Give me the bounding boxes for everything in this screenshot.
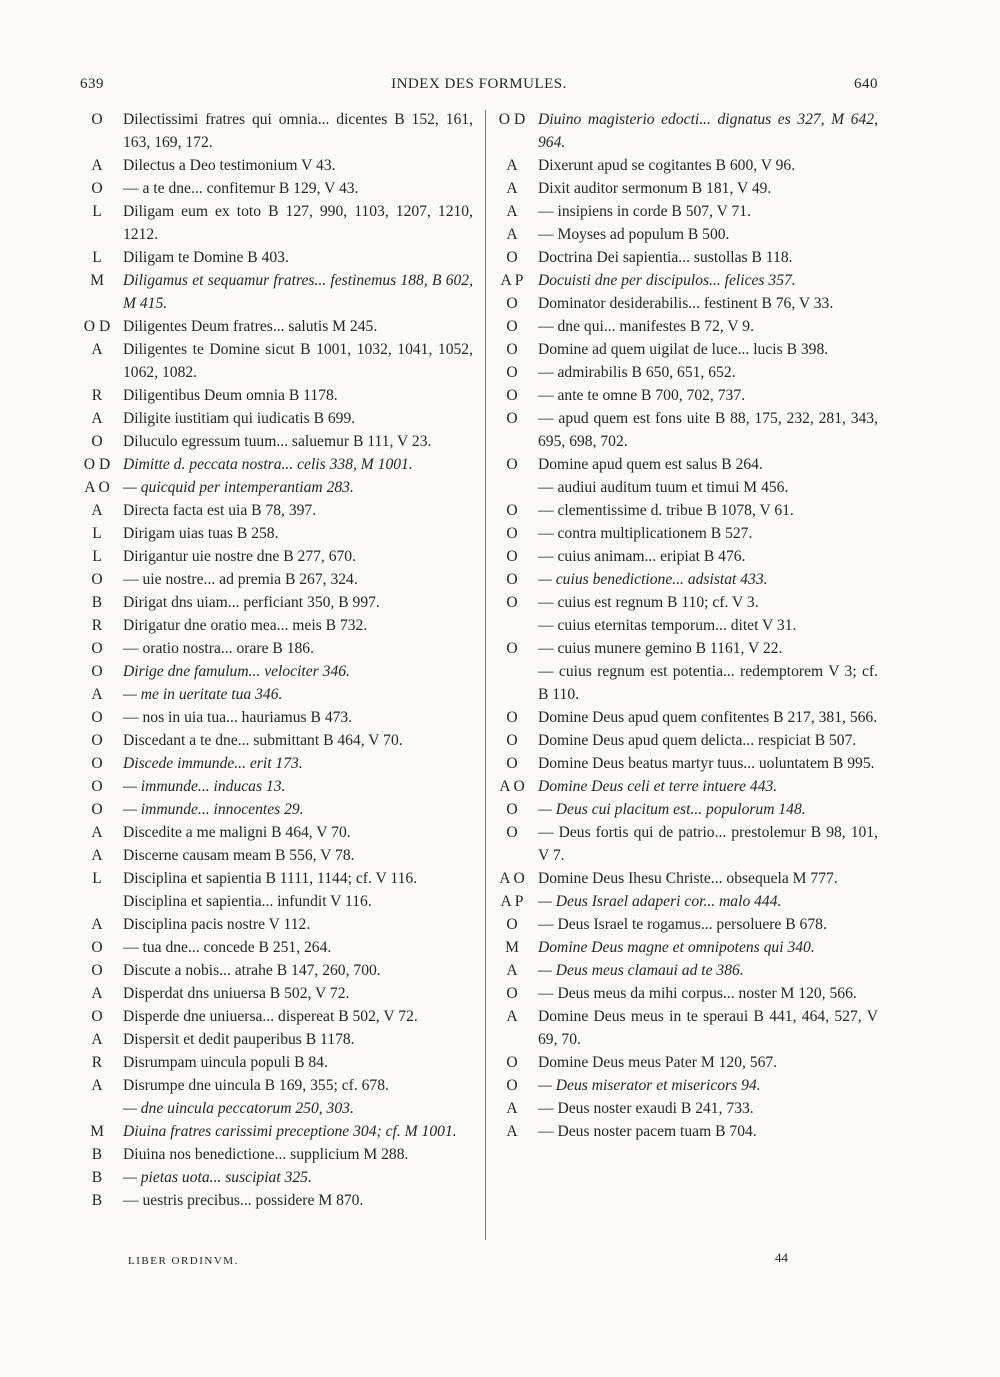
entry-tag: A xyxy=(91,1031,103,1048)
index-entry xyxy=(493,936,878,959)
index-entry xyxy=(493,614,878,637)
entry-tag: A O xyxy=(499,778,525,795)
index-entry xyxy=(493,1074,878,1097)
index-entry xyxy=(493,982,878,1005)
index-entry xyxy=(493,660,878,706)
index-entry xyxy=(78,1005,473,1028)
entry-text: Disciplina pacis nostre V 112. xyxy=(123,916,311,933)
entry-tag: A xyxy=(506,203,518,220)
index-entry xyxy=(78,1120,473,1143)
entry-tag: O xyxy=(506,502,518,519)
index-entry xyxy=(78,407,473,430)
index-entry xyxy=(78,591,473,614)
index-entry xyxy=(493,890,878,913)
page-header xyxy=(80,76,878,98)
index-entry xyxy=(78,476,473,499)
entry-text: — contra multiplicationem B 527. xyxy=(538,525,753,542)
entry-tag: M xyxy=(505,939,519,956)
entry-tag: A xyxy=(91,157,103,174)
index-entry xyxy=(78,453,473,476)
column-divider xyxy=(485,110,486,1240)
entry-text: Domine Deus magne et omnipotens qui 340. xyxy=(538,939,815,956)
index-entry xyxy=(493,361,878,384)
left-column xyxy=(78,108,473,1212)
index-entry xyxy=(78,1097,473,1120)
left-page-number: 639 xyxy=(80,76,104,92)
index-entry xyxy=(493,1005,878,1051)
entry-text: Discerne causam meam B 556, V 78. xyxy=(123,847,355,864)
entry-tag: O xyxy=(91,433,103,450)
index-entry xyxy=(78,1143,473,1166)
entry-text: — cuius animam... eripiat B 476. xyxy=(538,548,746,565)
entry-text: Diligamus et sequamur fratres... festinemus 188, B 602, M 415. xyxy=(123,272,473,312)
entry-text: Domine Deus Ihesu Christe... obsequela M 777. xyxy=(538,870,838,887)
entry-text: Dispersit et dedit pauperibus B 1178. xyxy=(123,1031,355,1048)
entry-text: — clementissime d. tribue B 1078, V 61. xyxy=(538,502,794,519)
entry-tag: O xyxy=(506,755,518,772)
entry-tag: M xyxy=(90,272,104,289)
entry-text: Disrumpam uincula populi B 84. xyxy=(123,1054,328,1071)
entry-text: — insipiens in corde B 507, V 71. xyxy=(538,203,751,220)
index-entry xyxy=(493,108,878,154)
entry-text: Dirigat dns uiam... perficiant 350, B 997. xyxy=(123,594,380,611)
entry-tag: B xyxy=(91,1192,103,1209)
entry-tag: O D xyxy=(83,318,111,335)
entry-tag: O xyxy=(91,755,103,772)
entry-text: Domine Deus beatus martyr tuus... uoluntatem B 995. xyxy=(538,755,875,772)
entry-tag: O xyxy=(506,456,518,473)
entry-text: — Deus noster exaudi B 241, 733. xyxy=(538,1100,754,1117)
entry-tag: A O xyxy=(499,870,525,887)
entry-tag: L xyxy=(92,548,102,565)
index-entry xyxy=(493,476,878,499)
entry-tag: L xyxy=(92,203,102,220)
entry-tag: L xyxy=(92,249,102,266)
entry-tag: A xyxy=(91,1077,103,1094)
right-page-number: 640 xyxy=(854,76,878,92)
running-title: INDEX DES FORMULES. xyxy=(391,76,567,92)
index-entry xyxy=(78,1028,473,1051)
index-entry xyxy=(78,499,473,522)
entry-text: Diligentes te Domine sicut B 1001, 1032, 1041, 1052, 1062, 1082. xyxy=(123,341,473,381)
index-entry xyxy=(78,890,473,913)
entry-tag: O xyxy=(506,249,518,266)
entry-text: Domine Deus apud quem confitentes B 217, 381, 566. xyxy=(538,709,878,726)
entry-tag: A xyxy=(506,157,518,174)
entry-text: — immunde... inducas 13. xyxy=(123,778,286,795)
index-entry xyxy=(493,338,878,361)
index-entry xyxy=(493,315,878,338)
index-entry xyxy=(493,798,878,821)
entry-text: Disperde dne uniuersa... dispereat B 502, V 72. xyxy=(123,1008,418,1025)
index-entry xyxy=(493,223,878,246)
entry-text: — Moyses ad populum B 500. xyxy=(538,226,730,243)
index-entry xyxy=(493,1097,878,1120)
entry-text: — nos in uia tua... hauriamus B 473. xyxy=(123,709,353,726)
index-entry xyxy=(493,177,878,200)
entry-text: — uie nostre... ad premia B 267, 324. xyxy=(123,571,358,588)
index-entry xyxy=(78,108,473,154)
entry-tag: B xyxy=(91,1146,103,1163)
index-entry xyxy=(78,269,473,315)
entry-text: Disperdat dns uniuersa B 502, V 72. xyxy=(123,985,350,1002)
index-entry xyxy=(493,637,878,660)
entry-text: — dne uincula peccatorum 250, 303. xyxy=(123,1100,354,1117)
entry-text: Dilectus a Deo testimonium V 43. xyxy=(123,157,336,174)
entry-text: — pietas uota... suscipiat 325. xyxy=(123,1169,312,1186)
index-entry xyxy=(78,614,473,637)
entry-text: — ante te omne B 700, 702, 737. xyxy=(538,387,746,404)
index-entry xyxy=(78,430,473,453)
index-entry xyxy=(78,246,473,269)
index-entry xyxy=(78,775,473,798)
entry-text: — immunde... innocentes 29. xyxy=(123,801,304,818)
entry-text: — cuius benedictione... adsistat 433. xyxy=(538,571,768,588)
index-entry xyxy=(493,591,878,614)
entry-tag: O xyxy=(506,985,518,1002)
entry-tag: O xyxy=(506,916,518,933)
index-entry xyxy=(493,384,878,407)
entry-text: Dirigam uias tuas B 258. xyxy=(123,525,279,542)
entry-text: — oratio nostra... orare B 186. xyxy=(123,640,314,657)
entry-text: Disciplina et sapientia... infundit V 116. xyxy=(123,893,372,910)
entry-tag: A xyxy=(91,502,103,519)
entry-text: — Deus Israel adaperi cor... malo 444. xyxy=(538,893,782,910)
entry-text: Diuino magisterio edocti... dignatus es 327, M 642, 964. xyxy=(538,111,878,151)
entry-text: — apud quem est fons uite B 88, 175, 232, 281, 343, 695, 698, 702. xyxy=(538,410,878,450)
index-entry xyxy=(493,1120,878,1143)
entry-text: Dixerunt apud se cogitantes B 600, V 96. xyxy=(538,157,796,174)
index-entry xyxy=(493,453,878,476)
entry-tag: R xyxy=(91,387,103,404)
index-entry xyxy=(493,775,878,798)
right-column xyxy=(493,108,878,1143)
entry-text: Discede immunde... erit 173. xyxy=(123,755,303,772)
entry-tag: O xyxy=(91,640,103,657)
index-entry xyxy=(78,568,473,591)
entry-text: Docuisti dne per discipulos... felices 357. xyxy=(538,272,796,289)
entry-tag: O xyxy=(506,1077,518,1094)
index-entry xyxy=(78,821,473,844)
entry-text: Dilectissimi fratres qui omnia... dicentes B 152, 161, 163, 169, 172. xyxy=(123,111,473,151)
entry-text: Diligentes Deum fratres... salutis M 245. xyxy=(123,318,378,335)
entry-tag: O xyxy=(506,364,518,381)
entry-tag: O xyxy=(506,295,518,312)
entry-text: — cuius munere gemino B 1161, V 22. xyxy=(538,640,783,657)
index-entry xyxy=(78,315,473,338)
index-entry xyxy=(78,1189,473,1212)
entry-text: Dominator desiderabilis... festinent B 76, V 33. xyxy=(538,295,834,312)
entry-tag: B xyxy=(91,594,103,611)
index-entry xyxy=(493,499,878,522)
entry-text: — admirabilis B 650, 651, 652. xyxy=(538,364,736,381)
index-entry xyxy=(78,1074,473,1097)
index-entry xyxy=(78,959,473,982)
entry-tag: A xyxy=(506,180,518,197)
index-entry xyxy=(493,913,878,936)
entry-text: Domine apud quem est salus B 264. xyxy=(538,456,763,473)
index-entry xyxy=(493,154,878,177)
entry-text: Diuina fratres carissimi preceptione 304; cf. M 1001. xyxy=(123,1123,457,1140)
entry-text: Dirigatur dne oratio mea... meis B 732. xyxy=(123,617,368,634)
index-entry xyxy=(493,568,878,591)
entry-text: — uestris precibus... possidere M 870. xyxy=(123,1192,364,1209)
entry-text: Dimitte d. peccata nostra... celis 338, M 1001. xyxy=(123,456,413,473)
entry-text: Diluculo egressum tuum... saluemur B 111, V 23. xyxy=(123,433,432,450)
entry-tag: R xyxy=(91,1054,103,1071)
entry-text: — Deus meus clamaui ad te 386. xyxy=(538,962,744,979)
entry-tag: O D xyxy=(498,111,526,128)
entry-text: Domine Deus meus in te speraui B 441, 464, 527, V 69, 70. xyxy=(538,1008,878,1048)
entry-text: — a te dne... confitemur B 129, V 43. xyxy=(123,180,359,197)
index-entry xyxy=(78,844,473,867)
entry-tag: O xyxy=(506,387,518,404)
index-entry xyxy=(493,292,878,315)
index-entry xyxy=(78,384,473,407)
entry-tag: M xyxy=(90,1123,104,1140)
entry-tag: O xyxy=(506,318,518,335)
index-entry xyxy=(78,936,473,959)
entry-tag: B xyxy=(91,1169,103,1186)
index-entry xyxy=(78,729,473,752)
entry-tag: O xyxy=(91,180,103,197)
entry-text: — dne qui... manifestes B 72, V 9. xyxy=(538,318,754,335)
entry-tag: A P xyxy=(500,272,524,289)
entry-tag: O xyxy=(506,548,518,565)
entry-tag: O xyxy=(91,571,103,588)
entry-tag: O xyxy=(91,1008,103,1025)
entry-tag: A xyxy=(91,847,103,864)
index-entry xyxy=(493,959,878,982)
entry-text: — Deus cui placitum est... populorum 148. xyxy=(538,801,806,818)
entry-text: — Deus noster pacem tuam B 704. xyxy=(538,1123,757,1140)
index-entry xyxy=(78,706,473,729)
entry-text: Discedite a me maligni B 464, V 70. xyxy=(123,824,351,841)
entry-tag: O xyxy=(91,962,103,979)
index-entry xyxy=(493,706,878,729)
entry-tag: O xyxy=(506,594,518,611)
index-entry xyxy=(493,821,878,867)
entry-text: — Deus fortis qui de patrio... prestolemur B 98, 101, V 7. xyxy=(538,824,878,864)
index-entry xyxy=(78,982,473,1005)
entry-tag: O xyxy=(91,778,103,795)
entry-tag: R xyxy=(91,617,103,634)
entry-text: Domine Deus celi et terre intuere 443. xyxy=(538,778,778,795)
entry-tag: A xyxy=(506,1123,518,1140)
entry-tag: O xyxy=(506,1054,518,1071)
index-entry xyxy=(78,1051,473,1074)
entry-tag: O xyxy=(506,801,518,818)
entry-text: Diligam te Domine B 403. xyxy=(123,249,289,266)
entry-text: Domine Deus meus Pater M 120, 567. xyxy=(538,1054,778,1071)
index-entry xyxy=(78,637,473,660)
entry-tag: A O xyxy=(84,479,110,496)
entry-text: — cuius eternitas temporum... ditet V 31. xyxy=(538,617,797,634)
entry-tag: A xyxy=(506,1008,518,1025)
entry-tag: O xyxy=(91,709,103,726)
entry-tag: O xyxy=(91,732,103,749)
index-entry xyxy=(493,246,878,269)
entry-tag: A xyxy=(91,410,103,427)
index-entry xyxy=(78,798,473,821)
entry-text: Discute a nobis... atrahe B 147, 260, 700. xyxy=(123,962,381,979)
entry-text: — cuius est regnum B 110; cf. V 3. xyxy=(538,594,759,611)
signature-mark: LIBER ORDINVM. xyxy=(128,1255,239,1267)
entry-tag: O xyxy=(506,410,518,427)
entry-text: Dixit auditor sermonum B 181, V 49. xyxy=(538,180,772,197)
entry-tag: A xyxy=(506,1100,518,1117)
entry-tag: A xyxy=(91,341,103,358)
entry-tag: L xyxy=(92,870,102,887)
index-entry xyxy=(493,545,878,568)
entry-tag: A xyxy=(91,916,103,933)
entry-text: Domine Deus apud quem delicta... respiciat B 507. xyxy=(538,732,857,749)
entry-text: — cuius regnum est potentia... redemptorem V 3; cf. B 110. xyxy=(538,663,878,703)
index-entry xyxy=(78,545,473,568)
entry-text: Discedant a te dne... submittant B 464, V 70. xyxy=(123,732,403,749)
index-entry xyxy=(78,338,473,384)
index-entry xyxy=(78,913,473,936)
entry-text: — Deus Israel te rogamus... persoluere B 678. xyxy=(538,916,827,933)
entry-tag: O D xyxy=(83,456,111,473)
entry-text: Diuina nos benedictione... supplicium M 288. xyxy=(123,1146,409,1163)
index-entry xyxy=(78,867,473,890)
entry-tag: O xyxy=(506,709,518,726)
index-entry xyxy=(78,660,473,683)
entry-text: Domine ad quem uigilat de luce... lucis B 398. xyxy=(538,341,829,358)
index-entry xyxy=(493,200,878,223)
entry-tag: A xyxy=(506,962,518,979)
entry-text: — quicquid per intemperantiam 283. xyxy=(123,479,354,496)
entry-text: Dirigantur uie nostre dne B 277, 670. xyxy=(123,548,357,565)
entry-text: Directa facta est uia B 78, 397. xyxy=(123,502,317,519)
index-entry xyxy=(78,683,473,706)
entry-tag: O xyxy=(506,732,518,749)
entry-text: Doctrina Dei sapientia... sustollas B 118. xyxy=(538,249,793,266)
index-entry xyxy=(78,522,473,545)
index-entry xyxy=(493,1051,878,1074)
index-entry xyxy=(493,729,878,752)
entry-text: — tua dne... concede B 251, 264. xyxy=(123,939,332,956)
entry-tag: A xyxy=(91,686,103,703)
entry-tag: O xyxy=(506,341,518,358)
entry-text: Diligam eum ex toto B 127, 990, 1103, 1207, 1210, 1212. xyxy=(123,203,473,243)
index-entry xyxy=(78,1166,473,1189)
entry-text: Disrumpe dne uincula B 169, 355; cf. 678. xyxy=(123,1077,389,1094)
entry-text: Disciplina et sapientia B 1111, 1144; cf. V 116. xyxy=(123,870,418,887)
index-entry xyxy=(493,522,878,545)
entry-tag: L xyxy=(92,525,102,542)
index-entry xyxy=(493,752,878,775)
entry-tag: O xyxy=(91,663,103,680)
index-entry xyxy=(493,407,878,453)
index-entry xyxy=(78,752,473,775)
entry-tag: O xyxy=(506,640,518,657)
entry-tag: O xyxy=(91,801,103,818)
entry-tag: A xyxy=(91,985,103,1002)
index-entry xyxy=(493,867,878,890)
entry-tag: O xyxy=(91,111,103,128)
entry-tag: O xyxy=(91,939,103,956)
index-entry xyxy=(78,154,473,177)
entry-tag: O xyxy=(506,824,518,841)
index-entry xyxy=(493,269,878,292)
entry-text: Diligite iustitiam qui iudicatis B 699. xyxy=(123,410,356,427)
index-entry xyxy=(78,200,473,246)
entry-tag: A xyxy=(91,824,103,841)
entry-tag: O xyxy=(506,525,518,542)
entry-text: — me in ueritate tua 346. xyxy=(123,686,283,703)
entry-text: — Deus miserator et misericors 94. xyxy=(538,1077,761,1094)
entry-text: Dirige dne famulum... velociter 346. xyxy=(123,663,350,680)
entry-text: — audiui auditum tuum et timui M 456. xyxy=(538,479,789,496)
entry-text: Diligentibus Deum omnia B 1178. xyxy=(123,387,338,404)
index-entry xyxy=(78,177,473,200)
entry-text: — Deus meus da mihi corpus... noster M 120, 566. xyxy=(538,985,857,1002)
entry-tag: A P xyxy=(500,893,524,910)
sheet-number: 44 xyxy=(775,1250,788,1265)
entry-tag: O xyxy=(506,571,518,588)
entry-tag: A xyxy=(506,226,518,243)
